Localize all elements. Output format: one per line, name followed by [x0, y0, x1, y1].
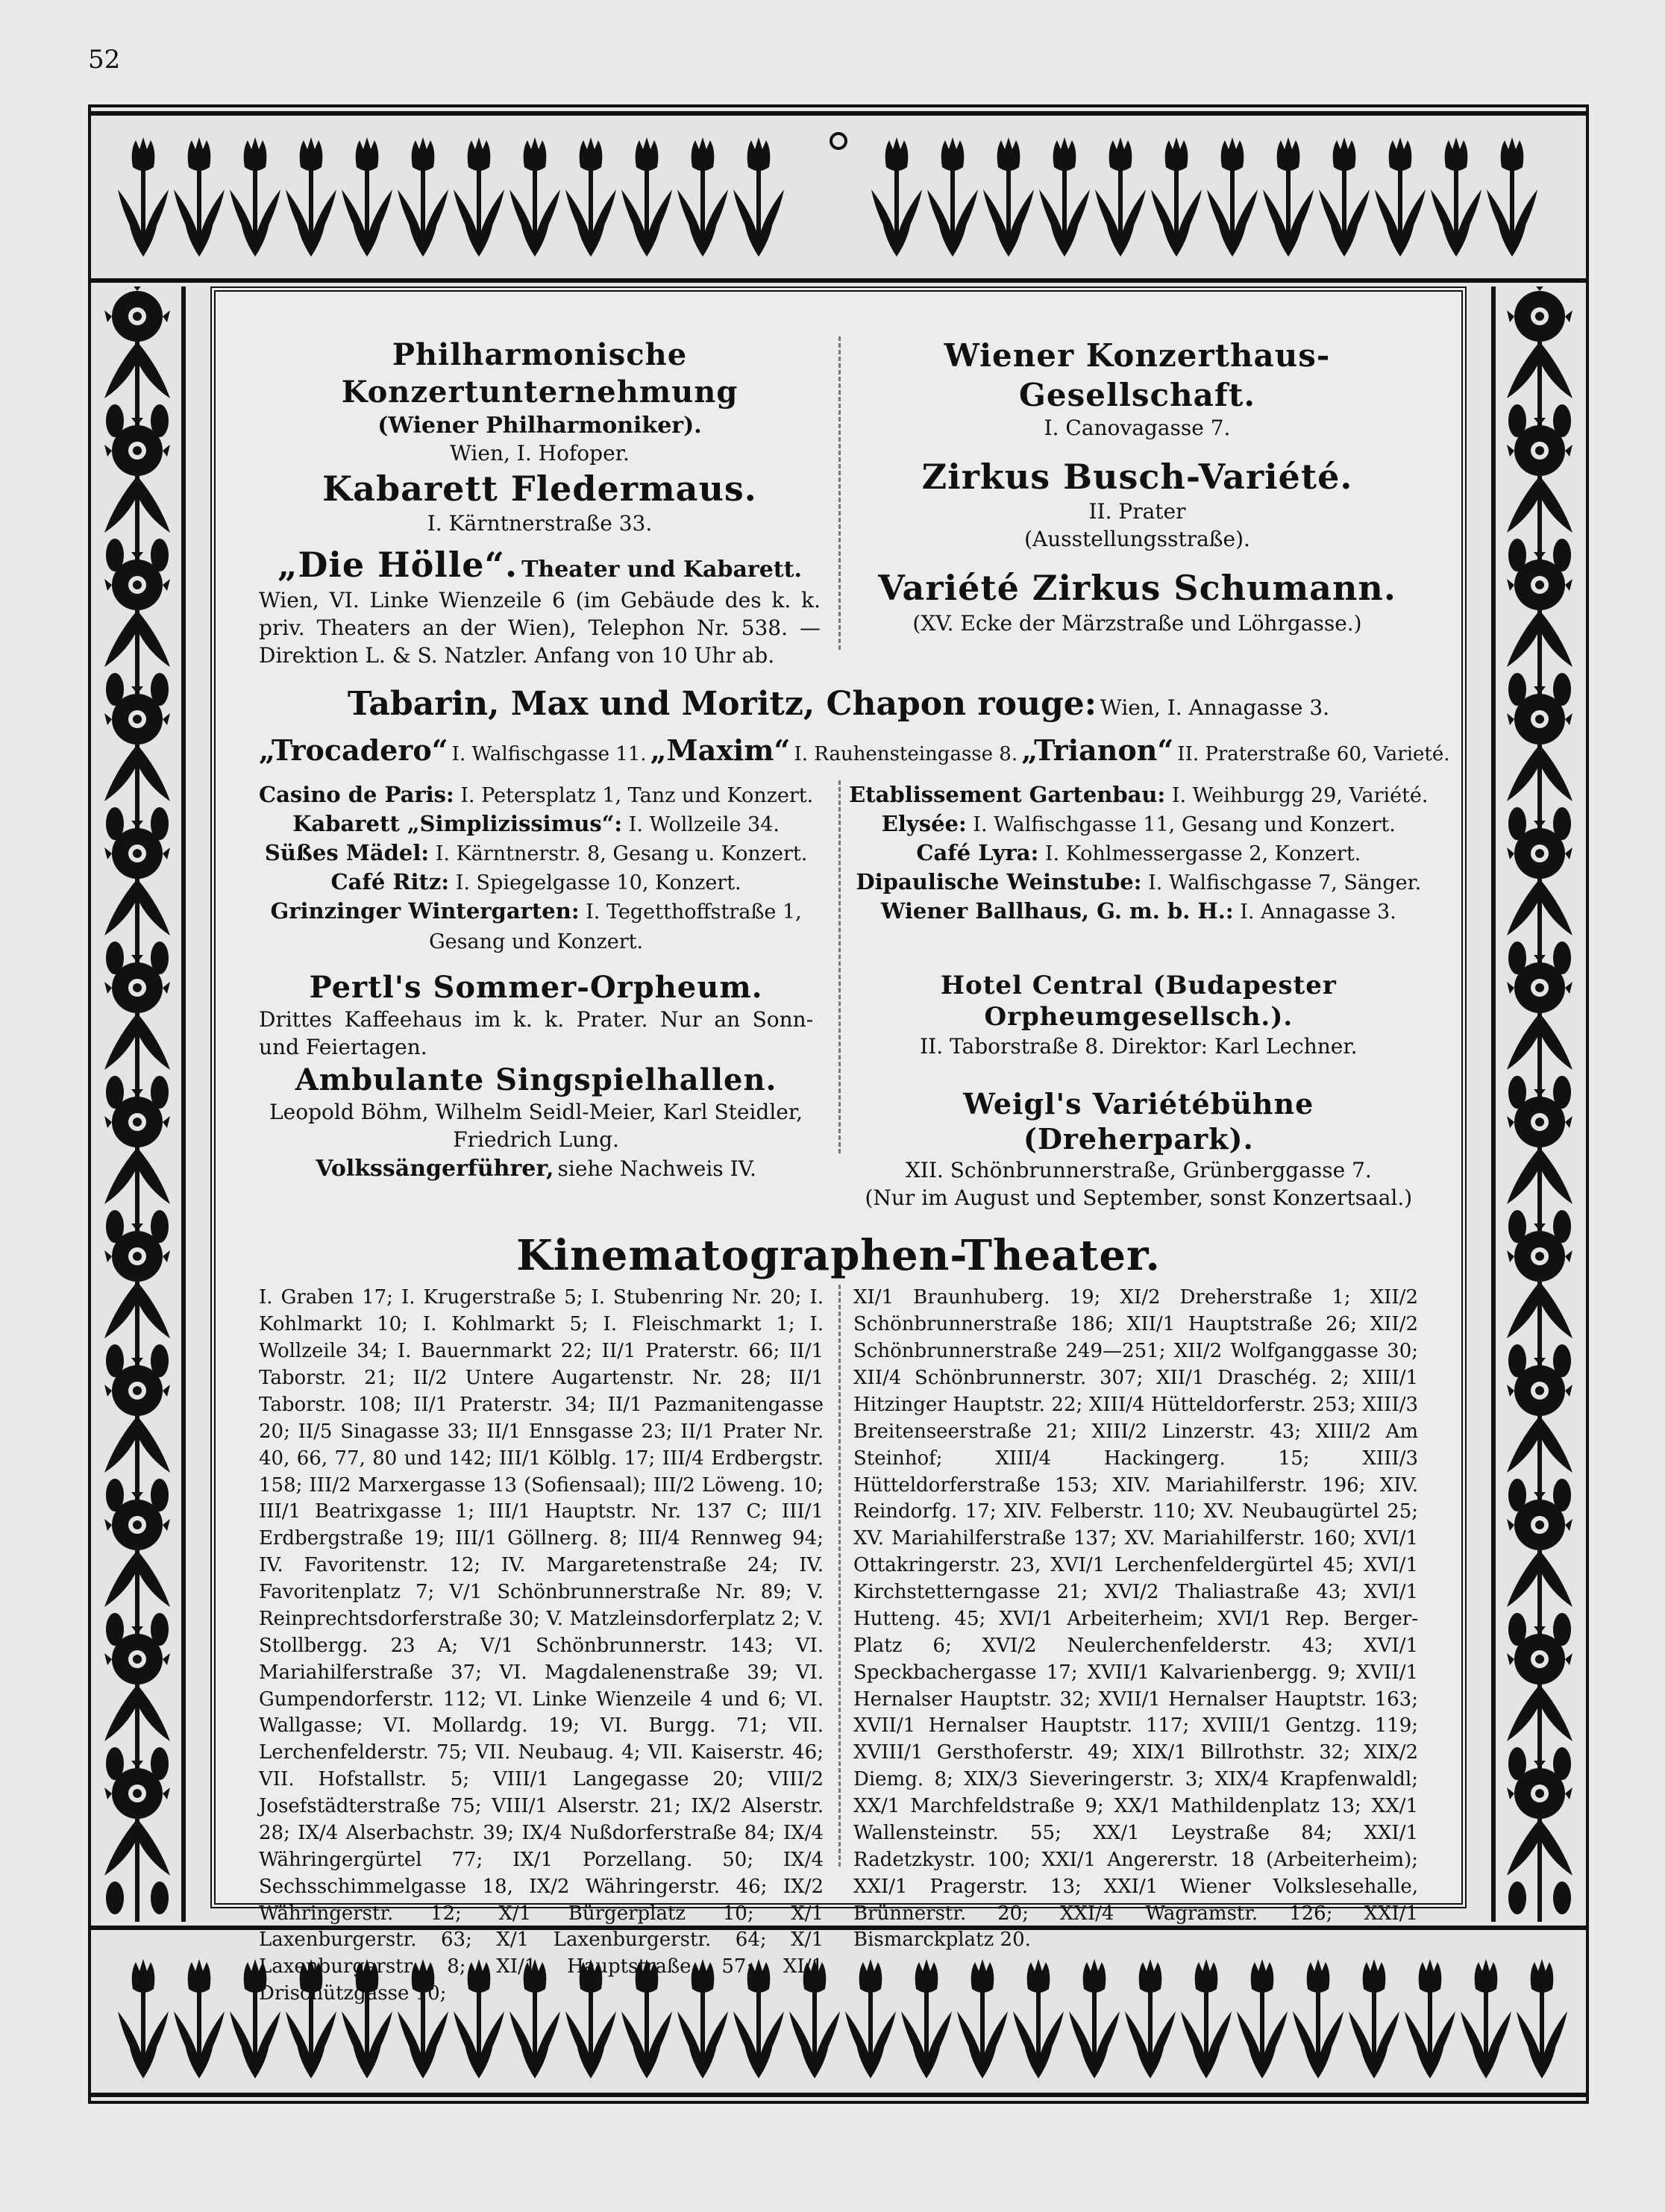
- top-section: [259, 336, 1418, 670]
- philharmonie-title: Philharmonische Konzertunternehmung: [341, 337, 739, 410]
- column-divider: [838, 780, 841, 1153]
- weigl-text: XII. Schönbrunnerstraße, Grünberggasse 7.: [905, 1157, 1372, 1182]
- list-item: Grinzinger Wintergarten: I. Tegetthoffstraße 1,: [270, 898, 802, 924]
- kino-left-column: I. Graben 17; I. Krugerstraße 5; I. Stubenring Nr. 20; I. Kohlmarkt 10; I. Kohlmarkt 5; I. Fleischmarkt 1; I. Wollzeile 34; I. Bauernmarkt 22; II/1 Praterstr. 66; II/1 Taborstr. 21; II/2 Untere Augartenstr. Nr. 28; II/1 Taborstr. 108; II/1 Praterstr. 34; II/1 Pazmanitengasse 20; II/5 Sinagasse 33; II/1 Ennsgasse 23; II/1 Prater Nr. 40, 66, 77, 80 und 142; III/1 Kölblg. 17; III/4 Erdbergstr. 158; III/2 Marxergasse 13 (Sofiensaal); III/2 Löweng. 10; III/1 Beatrixgasse 1; III/1 Hauptstr. Nr. 137 C; III/1 Erdbergstraße 19; III/1 Göllnerg. 8; III/4 Rennweg 94; IV. Favoritenstr. 12; IV. Margaretenstraße 24; IV. Favoritenplatz 7; V/1 Schönbrunnerstraße Nr. 89; V. Reinprechtsdorferstraße 30; V. Matzleinsdorferplatz 2; V. Stollbergg. 23 A; V/1 Schönbrunnerstr. 143; VI. Mariahilferstraße 37; VI. Magdalenenstraße 39; VI. Gumpendorferstr. 112; VI. Linke Wienzeile 4 und 6; VI. Wallgasse; VI. Mollardg. 19; VI. Burgg. 71; VII. Lerchenfelderstr. 75; VII. Neubaug. 4; VII. Kaiserstr. 46; VII. Hofstallstr. 5; VIII/1 Langegasse 20; VIII/2 Josefstädterstraße 75; VIII/1 Alserstr. 21; IX/2 Alserstr. 28; IX/4 Alserbachstr. 39; IX/4 Nußdorferstraße 84; IX/4 Währingergürtel 77; IX/1 Porzellang. 50; IX/4 Sechsschimmelgasse 18, IX/2 Währingerstr. 46; IX/2 Währingerstr. 12; X/1 Bürgerplatz 10; X/1 Laxenburgerstr. 63; X/1 Laxenburgerstr. 64; X/1 Laxenburgerstr. 8; XI/1 Hauptstraße 57; XI/1 Drischützgasse 10;: [259, 1286, 824, 2005]
- trianon-name: „Trianon“: [1021, 733, 1174, 767]
- left-venue-list: [259, 780, 831, 1212]
- column-divider: [838, 336, 841, 650]
- maxim-address: I. Rauhensteingasse 8.: [794, 742, 1018, 765]
- list-item: Café Lyra: I. Kohlmessergasse 2, Konzert.: [916, 840, 1361, 866]
- kino-right-column: XI/1 Braunhuberg. 19; XI/2 Dreherstraße 1; XII/2 Schönbrunnerstraße 186; XII/1 Hauptstraße 26; XII/2 Schönbrunnerstraße 249—251; XII/2 Wolfganggasse 30; XII/4 Schönbrunnerstr. 307; XII/1 Draschég. 2; XIII/1 Hitzinger Hauptstr. 22; XIII/4 Hütteldorferstr. 253; XIII/3 Breitenseerstraße 21; XIII/2 Linzerstr. 43; XIII/2 Am Steinhof; XIII/4 Hackingerg. 15; XIII/3 Hütteldorferstraße 153; XIV. Mariahilferstr. 196; XIV. Reindorfg. 17; XIV. Felberstr. 110; XV. Neubaugürtel 25; XV. Mariahilferstraße 137; XV. Mariahilferstr. 160; XVI/1 Ottakringerstr. 23, XVI/1 Lerchenfeldergürtel 45; XVI/1 Kirchstetterngasse 21; XVI/2 Thaliastraße 43; XVI/1 Hutteng. 45; XVI/1 Arbeiterheim; XVI/1 Rep. Berger-Platz 6; XVI/2 Neulerchenfelderstr. 43; XVI/1 Speckbachergasse 17; XVII/1 Kalvarienbergg. 9; XVII/1 Hernalser Hauptstr. 32; XVII/1 Hernalser Hauptstr. 163; XVII/1 Hernalser Hauptstr. 117; XVIII/1 Gentzg. 119; XVIII/1 Gersthoferstr. 49; XIX/1 Billrothstr. 32; XIX/2 Diemg. 8; XIX/3 Sieveringerstr. 3; XIX/4 Krapfenwaldl; XX/1 Marchfeldstraße 9; XX/1 Mathildenplatz 13; XX/1 Wallensteinstr. 55; XX/1 Leystraße 84; XXI/1 Radetzkystr. 100; XXI/1 Angererstr. 18 (Arbeiterheim); XXI/1 Pragerstr. 13; XXI/1 Wiener Volkslesehalle, Brünnerstr. 20; XXI/4 Wagramstr. 126; XXI/1 Bismarckplatz 20.: [853, 1286, 1418, 1952]
- pertl-title: Pertl's Sommer-Orpheum.: [309, 969, 763, 1005]
- volks-title: Volkssängerführer,: [316, 1155, 554, 1182]
- fledermaus-address: I. Kärntnerstraße 33.: [427, 511, 653, 536]
- weigl-text-2: (Nur im August und September, sonst Konzertsaal.): [865, 1185, 1413, 1210]
- zirkus-busch-address: II. Prater: [1088, 499, 1186, 524]
- konzerthaus-address: I. Canovagasse 7.: [1044, 416, 1231, 440]
- trocadero-name: „Trocadero“: [259, 733, 448, 767]
- list-item: Kabarett „Simplizissimus“: I. Wollzeile 34.: [292, 810, 780, 836]
- tabarin-name: Tabarin, Max und Moritz, Chapon rouge:: [347, 684, 1097, 723]
- list-item: Elysée: I. Walfischgasse 11, Gesang und Konzert.: [881, 810, 1396, 836]
- ornamental-frame: [88, 104, 1589, 2104]
- flower-border-left: [91, 286, 188, 1925]
- hoelle-title: „Die Hölle“.: [278, 545, 518, 586]
- hoelle-heading: [259, 544, 821, 587]
- venues-line: [259, 733, 1450, 767]
- hotel-central-title: Hotel Central (Budapester Orpheumgesellsch.).: [940, 970, 1337, 1033]
- zirkus-busch-title: Zirkus Busch-Variété.: [921, 456, 1353, 497]
- flower-border-right: [1489, 286, 1586, 1925]
- trianon-address: II. Praterstraße 60, Varieté.: [1177, 742, 1450, 765]
- list-item: Café Ritz: I. Spiegelgasse 10, Konzert.: [330, 869, 741, 895]
- list-item: Süßes Mädel: I. Kärntnerstr. 8, Gesang u. Konzert.: [264, 840, 808, 866]
- zirkus-busch-address-2: (Ausstellungsstraße).: [1024, 527, 1250, 552]
- hotel-central-text: II. Taborstraße 8. Direktor: Karl Lechner.: [920, 1033, 1358, 1059]
- column-divider: [838, 1285, 841, 1867]
- top-right-column: [838, 336, 1418, 670]
- hoelle-text: Wien, VI. Linke Wienzeile 6 (im Gebäude des k. k. priv. Theaters an der Wien), Telephon Nr. 538. — Direktion L. & S. Natzler. Anfang von 10 Uhr ab.: [259, 587, 821, 668]
- hoelle-subtitle: Theater und Kabarett.: [521, 557, 802, 583]
- top-left-column: [259, 336, 838, 670]
- venue-list-section: [259, 780, 1429, 1212]
- content-box: [210, 286, 1467, 2005]
- right-venue-list: [831, 780, 1428, 1212]
- list-item: Casino de Paris: I. Petersplatz 1, Tanz und Konzert.: [259, 781, 814, 807]
- kino-list: [259, 1285, 1418, 2008]
- volks-line: [259, 1154, 813, 1183]
- pertl-text: Drittes Kaffeehaus im k. k. Prater. Nur an Sonn- und Feiertagen.: [259, 1006, 814, 1059]
- page-number: 52: [88, 45, 121, 75]
- konzerthaus-title: Wiener Konzerthaus-Gesellschaft.: [944, 337, 1331, 413]
- weigl-title: Weigl's Variétébühne (Dreherpark).: [963, 1086, 1314, 1156]
- tabarin-address: Wien, I. Annagasse 3.: [1100, 695, 1330, 720]
- ambulante-title: Ambulante Singspielhallen.: [295, 1062, 777, 1097]
- volks-text: siehe Nachweis IV.: [557, 1156, 756, 1181]
- ambulante-text: Leopold Böhm, Wilhelm Seidl-Meier, Karl Steidler, Friedrich Lung.: [269, 1099, 803, 1152]
- zirkus-schumann-title: Variété Zirkus Schumann.: [878, 568, 1396, 609]
- list-item: Etablissement Gartenbau: I. Weihburgg 29, Variété.: [849, 781, 1429, 807]
- list-item: Gesang und Konzert.: [429, 930, 644, 953]
- kino-title: Kinematographen-Theater.: [516, 1231, 1161, 1281]
- list-item: Wiener Ballhaus, G. m. b. H.: I. Annagasse 3.: [880, 898, 1396, 924]
- zirkus-schumann-address: (XV. Ecke der Märzstraße und Löhrgasse.): [912, 610, 1362, 636]
- tabarin-line: [259, 685, 1418, 723]
- philharmonie-address: Wien, I. Hofoper.: [450, 441, 630, 466]
- fledermaus-title: Kabarett Fledermaus.: [322, 468, 757, 509]
- tulip-border-top: [91, 107, 1586, 286]
- philharmonie-subtitle: (Wiener Philharmoniker).: [377, 413, 702, 439]
- trocadero-address: I. Walfischgasse 11.: [451, 742, 647, 765]
- list-item: Dipaulische Weinstube: I. Walfischgasse 7, Sänger.: [856, 869, 1422, 895]
- maxim-name: „Maxim“: [650, 733, 791, 767]
